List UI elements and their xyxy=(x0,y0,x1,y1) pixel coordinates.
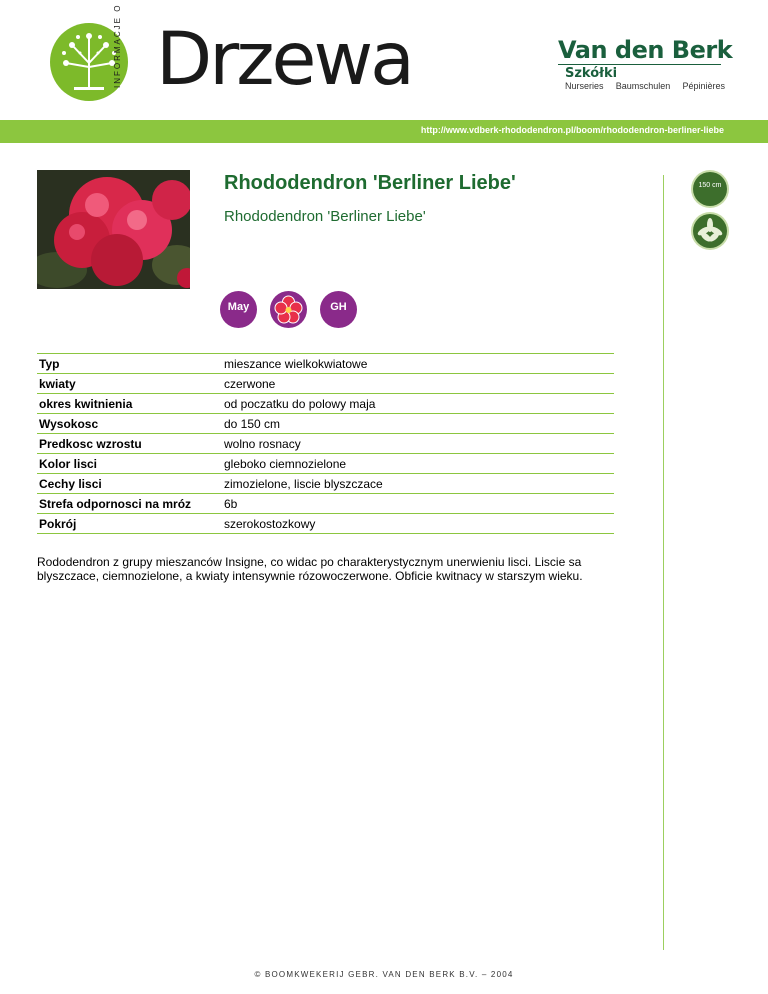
height-label: 150 cm xyxy=(698,182,722,189)
plant-subtitle: Rhododendron 'Berliner Liebe' xyxy=(224,208,426,225)
property-label: Kolor lisci xyxy=(37,454,222,474)
property-label: Predkosc wzrostu xyxy=(37,434,222,454)
evergreen-leaf-icon xyxy=(693,214,727,248)
property-label: Typ xyxy=(37,354,222,374)
side-divider xyxy=(663,175,664,950)
property-value: szerokostozkowy xyxy=(222,514,614,534)
property-label: Cechy lisci xyxy=(37,474,222,494)
badge-gh-label: GH xyxy=(330,301,347,313)
property-row xyxy=(37,394,614,414)
info-label: INFORMACJE O xyxy=(113,3,122,88)
property-label: kwiaty xyxy=(37,374,222,394)
height-150cm-icon xyxy=(693,172,727,206)
property-row xyxy=(37,454,614,474)
property-row xyxy=(37,374,614,394)
property-row xyxy=(37,354,614,374)
may-bloom-icon xyxy=(220,291,257,328)
page-title: Drzewa xyxy=(156,17,412,102)
property-label: Strefa odpornosci na mróz xyxy=(37,494,222,514)
property-value: do 150 cm xyxy=(222,414,614,434)
property-value: mieszance wielkokwiatowe xyxy=(222,354,614,374)
property-row xyxy=(37,494,614,514)
badge-may-label: May xyxy=(227,301,250,313)
brand-subtitle: Szkółki xyxy=(565,66,618,81)
property-value: zimozielone, liscie blyszczace xyxy=(222,474,614,494)
property-value: czerwone xyxy=(222,374,614,394)
property-value: gleboko ciemnozielone xyxy=(222,454,614,474)
properties-table xyxy=(37,353,614,534)
brand-lang-fr: Pépinières xyxy=(682,81,725,91)
property-value: od poczatku do polowy maja xyxy=(222,394,614,414)
property-row xyxy=(37,474,614,494)
property-label: Pokrój xyxy=(37,514,222,534)
url-bar xyxy=(0,120,768,143)
brand-divider xyxy=(558,64,721,65)
property-value: 6b xyxy=(222,494,614,514)
brand-lang-de: Baumschulen xyxy=(615,81,671,91)
property-label: Wysokosc xyxy=(37,414,222,434)
copyright-footer: © BOOMKWEKERIJ GEBR. VAN DEN BERK B.V. – 2004 xyxy=(254,970,514,979)
plant-title: Rhododendron 'Berliner Liebe' xyxy=(224,172,516,194)
property-value: wolno rosnacy xyxy=(222,434,614,454)
property-row xyxy=(37,434,614,454)
red-flower-icon xyxy=(270,291,307,328)
property-row xyxy=(37,514,614,534)
plant-photo xyxy=(37,170,190,289)
brand-name: Van den Berk xyxy=(558,36,733,64)
brand-languages xyxy=(565,81,725,91)
property-label: okres kwitnienia xyxy=(37,394,222,414)
property-row xyxy=(37,414,614,434)
gh-icon xyxy=(320,291,357,328)
plant-description: Rododendron z grupy mieszanców Insigne, co widac po charakterystycznym unerwieniu lisci. Liscie sa blyszczace, ciemnozielone, a kwiaty intensywnie rózowoczerwone. Obficie kwitnacy w starszym wieku. xyxy=(37,555,583,583)
url-link[interactable]: http://www.vdberk-rhododendron.pl/boom/rhododendron-berliner-liebe xyxy=(420,125,724,135)
brand-lang-en: Nurseries xyxy=(565,81,604,91)
feature-badges xyxy=(220,291,357,328)
